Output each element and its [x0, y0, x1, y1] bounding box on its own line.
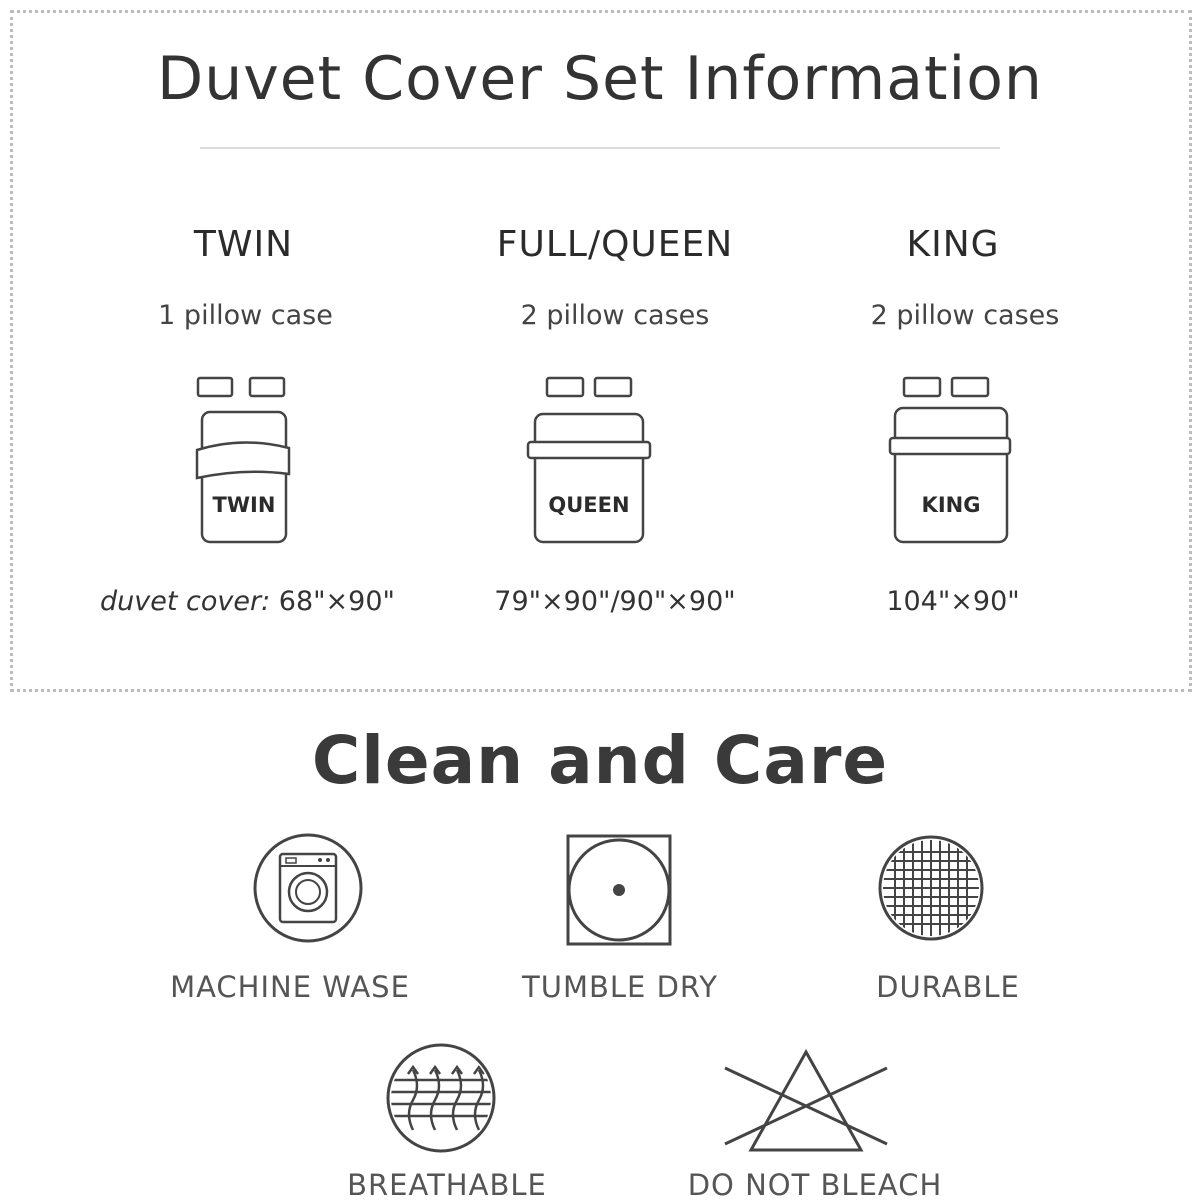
pillow-icon — [904, 378, 940, 396]
care-item-tumble-dry — [460, 830, 780, 1010]
bed-label: TWIN — [212, 493, 276, 517]
size-column-twin — [50, 0, 445, 690]
duvet-dimension: 79"×90"/90"×90" — [494, 586, 736, 617]
size-name: FULL/QUEEN — [496, 224, 734, 265]
care-item-machine-wash — [130, 830, 450, 1010]
bed-label: KING — [921, 493, 981, 517]
duvet-fold-icon — [890, 438, 1010, 454]
pillow-count: 2 pillow cases — [870, 300, 1060, 331]
duvet-dimension: 104"×90" — [886, 586, 1020, 617]
king-bed-icon — [886, 370, 1016, 550]
care-item-durable — [790, 830, 1110, 1010]
pillow-icon — [198, 378, 232, 396]
care-label: TUMBLE DRY — [522, 970, 718, 1004]
care-label: MACHINE WASE — [170, 970, 410, 1004]
pillow-icon — [547, 378, 583, 396]
pillow-icon — [250, 378, 284, 396]
twin-bed-icon — [194, 370, 294, 550]
durable-grid-icon — [876, 830, 986, 946]
dimension-prefix: duvet cover: — [100, 586, 271, 617]
care-item-breathable — [287, 1040, 607, 1200]
care-label: DURABLE — [876, 970, 1020, 1004]
breathable-icon — [383, 1040, 499, 1156]
care-label: BREATHABLE — [347, 1168, 547, 1202]
bed-frame-icon — [535, 414, 643, 542]
tumble-dry-icon — [564, 830, 674, 948]
care-title: Clean and Care — [311, 722, 889, 799]
size-column-king — [760, 0, 1160, 690]
bed-frame-icon — [202, 412, 286, 542]
pillow-count: 1 pillow case — [158, 300, 333, 331]
duvet-fold-icon — [528, 442, 650, 458]
bed-frame-icon — [895, 408, 1007, 542]
care-label: DO NOT BLEACH — [687, 1168, 943, 1202]
care-item-do-not-bleach — [655, 1040, 975, 1200]
size-name: KING — [906, 224, 1000, 265]
dimension-value: 68"×90" — [270, 586, 395, 617]
queen-bed-icon — [525, 370, 655, 550]
info-title: Duvet Cover Set Information — [157, 44, 1043, 114]
washing-machine-icon — [250, 830, 366, 946]
pillow-count: 2 pillow cases — [520, 300, 710, 331]
pillow-icon — [595, 378, 631, 396]
duvet-dimension — [50, 586, 445, 617]
bed-label: QUEEN — [548, 493, 630, 517]
size-name: TWIN — [193, 224, 294, 265]
duvet-fold-icon — [197, 442, 289, 478]
pillow-icon — [952, 378, 988, 396]
do-not-bleach-icon — [721, 1040, 891, 1160]
